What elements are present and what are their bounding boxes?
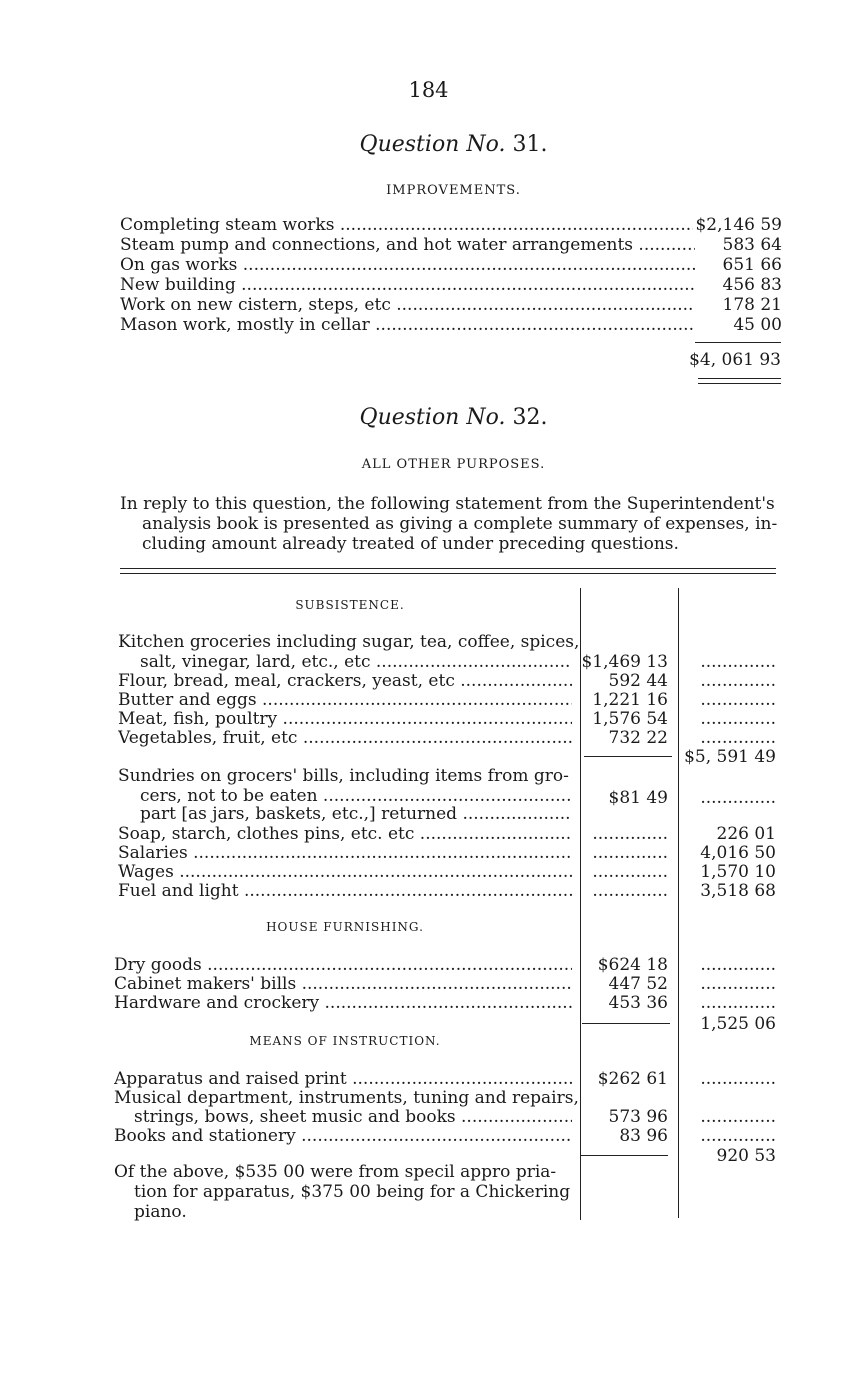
table-row-label: Musical department, instruments, tuning and repairs, xyxy=(114,1088,579,1108)
dot-leader xyxy=(680,690,776,710)
improvement-row: On gas works ..... 651 66 xyxy=(120,255,782,275)
table-row-label: salt, vinegar, lard, etc., etc ..... xyxy=(140,652,572,672)
table-amount: 83 96 xyxy=(619,1126,668,1146)
question-31-heading xyxy=(0,132,857,157)
table-amount: $1,469 13 xyxy=(581,652,668,672)
table-row-label: Kitchen groceries including sugar, tea, coffee, spices, xyxy=(118,632,580,652)
dot-leader xyxy=(680,1107,776,1127)
table-amount: 447 52 xyxy=(608,974,668,994)
means-of-instruction-heading: MEANS OF INSTRUCTION. xyxy=(249,1034,441,1048)
table-amount: 1,221 16 xyxy=(592,690,668,710)
question-number: 31. xyxy=(512,132,548,157)
improvements-total: $4, 061 93 xyxy=(689,350,781,370)
table-row-label: Cabinet makers' bills ..... xyxy=(114,974,572,994)
instruction-total: 920 53 xyxy=(716,1146,776,1166)
dot-leader xyxy=(680,709,776,729)
table-row-label: Dry goods ..... xyxy=(114,955,572,975)
table-row-label: Books and stationery ..... xyxy=(114,1126,572,1146)
footnote: Of the above, $535 00 were from specil appro pria- tion for apparatus, $375 00 being for a Chickering piano. xyxy=(114,1162,571,1222)
table-total: 3,518 68 xyxy=(700,881,776,901)
dot-leader xyxy=(680,1069,776,1089)
table-row-label: Wages ..... xyxy=(118,862,572,882)
double-rule-top xyxy=(698,378,781,379)
subsistence-heading: SUBSISTENCE. xyxy=(295,598,405,612)
question-label: Question No. xyxy=(359,405,506,430)
table-row-label: Soap, starch, clothes pins, etc. etc ..... xyxy=(118,824,572,844)
house-furnishing-total: 1,525 06 xyxy=(700,1014,776,1034)
sum-rule xyxy=(695,342,781,343)
dot-leader xyxy=(580,843,668,863)
improvement-row: New building ..... 456 83 xyxy=(120,275,782,295)
table-top-rule xyxy=(120,568,776,569)
table-row-label: Meat, fish, poultry ..... xyxy=(118,709,572,729)
table-amount: 592 44 xyxy=(608,671,668,691)
sum-rule xyxy=(584,756,672,757)
dot-leader xyxy=(680,1126,776,1146)
dot-leader xyxy=(580,824,668,844)
table-row-label: part [as jars, baskets, etc.,] returned ..... xyxy=(140,804,572,824)
dot-leader xyxy=(680,671,776,691)
sum-rule xyxy=(580,1155,668,1156)
table-amount: $624 18 xyxy=(597,955,668,975)
table-row-label: cers, not to be eaten ..... xyxy=(140,786,572,806)
table-amount: 732 22 xyxy=(608,728,668,748)
table-amount: 573 96 xyxy=(608,1107,668,1127)
intro-paragraph: In reply to this question, the following statement from the Superintendent's analysis book is presented as giving a complete summary of expenses, in- cluding amount already treated of under preceding questions. xyxy=(120,494,778,554)
question-32-heading xyxy=(0,405,857,430)
table-amount: 453 36 xyxy=(608,993,668,1013)
column-divider xyxy=(678,588,679,1218)
sum-rule xyxy=(582,1023,670,1024)
question-label: Question No. xyxy=(359,132,506,157)
page-number: 184 xyxy=(408,78,449,102)
dot-leader xyxy=(680,728,776,748)
improvements-heading: IMPROVEMENTS. xyxy=(386,183,521,198)
all-other-purposes-heading: ALL OTHER PURPOSES. xyxy=(361,457,546,472)
table-row-label: Apparatus and raised print ..... xyxy=(114,1069,572,1089)
improvement-row: Completing steam works ..... $2,146 59 xyxy=(120,215,782,235)
table-total: 1,570 10 xyxy=(700,862,776,882)
table-row-label: strings, bows, sheet music and books ..... xyxy=(134,1107,572,1127)
table-top-rule xyxy=(120,573,776,574)
double-rule-bottom xyxy=(698,383,781,384)
table-total: 226 01 xyxy=(716,824,776,844)
dot-leader xyxy=(680,788,776,808)
table-total: 4,016 50 xyxy=(700,843,776,863)
improvement-row: Work on new cistern, steps, etc ..... 178 21 xyxy=(120,295,782,315)
table-row-label: Salaries ..... xyxy=(118,843,572,863)
dot-leader xyxy=(680,974,776,994)
table-amount: $81 49 xyxy=(608,788,668,808)
table-row-label: Butter and eggs ..... xyxy=(118,690,572,710)
dot-leader xyxy=(580,881,668,901)
table-row-label: Flour, bread, meal, crackers, yeast, etc ..... xyxy=(118,671,572,691)
improvement-row: Mason work, mostly in cellar ..... 45 00 xyxy=(120,315,782,335)
question-number: 32. xyxy=(512,405,548,430)
dot-leader xyxy=(680,993,776,1013)
subsistence-total: $5, 591 49 xyxy=(684,747,776,767)
dot-leader xyxy=(680,652,776,672)
dot-leader xyxy=(580,862,668,882)
dot-leader xyxy=(680,955,776,975)
table-amount: $262 61 xyxy=(597,1069,668,1089)
house-furnishing-heading: HOUSE FURNISHING. xyxy=(266,920,424,934)
table-row-label: Fuel and light ..... xyxy=(118,881,572,901)
table-amount: 1,576 54 xyxy=(592,709,668,729)
improvement-row: Steam pump and connections, and hot water arrangements ..... 583 64 xyxy=(120,235,782,255)
table-row-label: Hardware and crockery ..... xyxy=(114,993,572,1013)
table-row-label: Sundries on grocers' bills, including items from gro- xyxy=(118,766,569,786)
table-row-label: Vegetables, fruit, etc ..... xyxy=(118,728,572,748)
